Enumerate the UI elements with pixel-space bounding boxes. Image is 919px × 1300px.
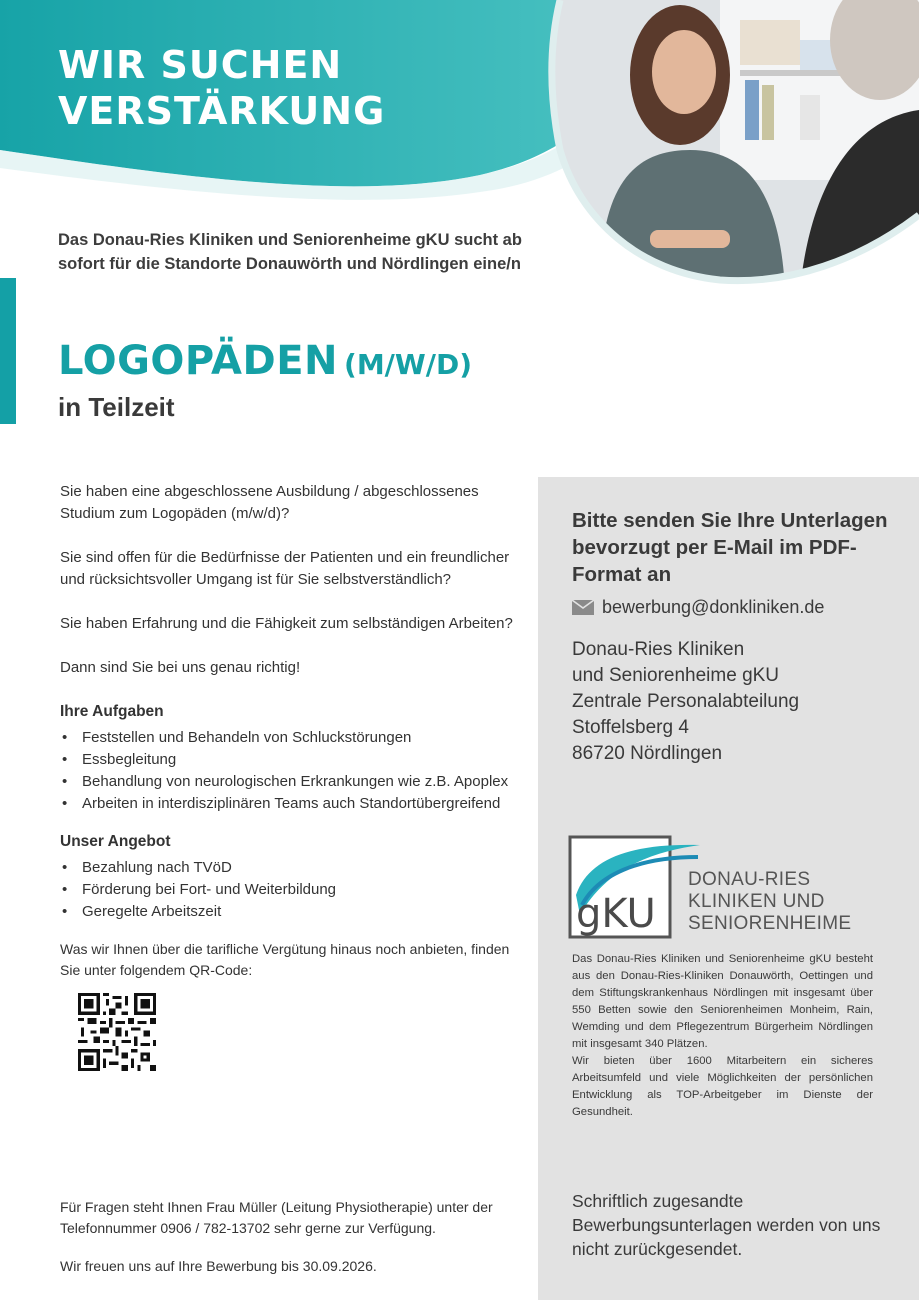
address-line: Stoffelsberg 4: [572, 717, 689, 738]
list-item: • Förderung bei Fort- und Weiterbildung: [60, 879, 530, 901]
headline-line-1: WIR SUCHEN: [58, 43, 343, 87]
logo-mark: gKU: [576, 891, 656, 937]
about-paragraph-1: Das Donau-Ries Kliniken und Seniorenheime gKU besteht aus den Donau-Ries-Kliniken Donauwörth, Oettingen und dem Stiftungskrankenhaus Nördlingen mit insgesamt über 550 Betten sowie den Seniorenheimen Monheim, Rain, Wemding und dem Pflegezentrum Bürgerheim Nördlingen mit insgesamt 340 Plätzen.: [572, 953, 873, 1050]
job-subtitle: in Teilzeit: [58, 392, 175, 422]
offer-heading: Unser Angebot: [60, 833, 171, 850]
logo-line: SENIORENHEIME: [688, 913, 852, 934]
job-title-main: LOGOPÄDEN: [58, 338, 339, 384]
list-item: • Arbeiten in interdisziplinären Teams auch Standortübergreifend: [60, 793, 530, 815]
logo-line: DONAU-RIES: [688, 869, 811, 890]
address-line: Donau-Ries Kliniken: [572, 639, 745, 660]
qr-note: Was wir Ihnen über die tarifliche Vergütung hinaus noch anbieten, finden Sie unter folgendem QR-Code:: [60, 941, 510, 978]
email-link[interactable]: bewerbung@donkliniken.de: [602, 597, 825, 617]
address-line: 86720 Nördlingen: [572, 743, 723, 764]
address-line: und Seniorenheime gKU: [572, 665, 780, 686]
list-item: • Behandlung von neurologischen Erkrankungen wie z.B. Apoplex: [60, 771, 530, 793]
application-title: Bitte senden Sie Ihre Unterlagen bevorzugt per E-Mail im PDF-Format an: [572, 509, 888, 586]
application-deadline: Wir freuen uns auf Ihre Bewerbung bis 30.09.2026.: [60, 1258, 377, 1274]
question-1: Sie haben eine abgeschlossene Ausbildung / abgeschlossenes Studium zum Logopäden (m/w/d)?: [60, 483, 479, 522]
tasks-list: [60, 727, 530, 815]
qr-code[interactable]: [78, 993, 156, 1071]
accent-bar: [0, 278, 16, 424]
about-paragraph-2: Wir bieten über 1600 Mitarbeitern ein sicheres Arbeitsumfeld und viele Möglichkeiten der persönlichen Entwicklung als TOP-Arbeitgeber im Dienste der Gesundheit.: [572, 1055, 873, 1118]
job-title-gender: (M/W/D): [344, 348, 473, 381]
contact-info: [60, 1197, 530, 1294]
application-panel: [538, 477, 919, 1300]
list-item: • Geregelte Arbeitszeit: [60, 901, 530, 923]
postal-address: [572, 637, 799, 767]
list-item: • Bezahlung nach TVöD: [60, 857, 530, 879]
logo-line: KLINIKEN UND: [688, 891, 825, 912]
offer-list: [60, 857, 530, 923]
contact-questions: Für Fragen steht Ihnen Frau Müller (Leitung Physiotherapie) unter der Telefonnummer 0906 / 782-13702 sehr gerne zur Verfügung.: [60, 1199, 493, 1236]
job-description: [60, 481, 530, 1071]
email-row[interactable]: [572, 597, 824, 618]
closing-line: Dann sind Sie bei uns genau richtig!: [60, 659, 301, 676]
returned-note: Schriftlich zugesandte Bewerbungsunterlagen werden von uns nicht zurückgesendet.: [572, 1191, 881, 1259]
headline-line-2: VERSTÄRKUNG: [58, 89, 386, 133]
job-title: [58, 338, 472, 384]
headline: [58, 42, 385, 134]
address-line: Zentrale Personalabteilung: [572, 691, 800, 712]
about-company: [572, 951, 873, 1121]
mail-icon: [572, 600, 594, 615]
tasks-heading: Ihre Aufgaben: [60, 703, 164, 720]
intro-text: Das Donau-Ries Kliniken und Seniorenheime gKU sucht ab sofort für die Standorte Donauwörth und Nördlingen eine/n: [58, 231, 522, 273]
question-3: Sie haben Erfahrung und die Fähigkeit zum selbständigen Arbeiten?: [60, 615, 513, 632]
question-2: Sie sind offen für die Bedürfnisse der Patienten und ein freundlicher und rücksichtsvoller Umgang ist für Sie selbstverständlich?: [60, 549, 510, 588]
list-item: • Feststellen und Behandeln von Schluckstörungen: [60, 727, 530, 749]
list-item: • Essbegleitung: [60, 749, 530, 771]
logo-wordmark: [688, 869, 851, 935]
